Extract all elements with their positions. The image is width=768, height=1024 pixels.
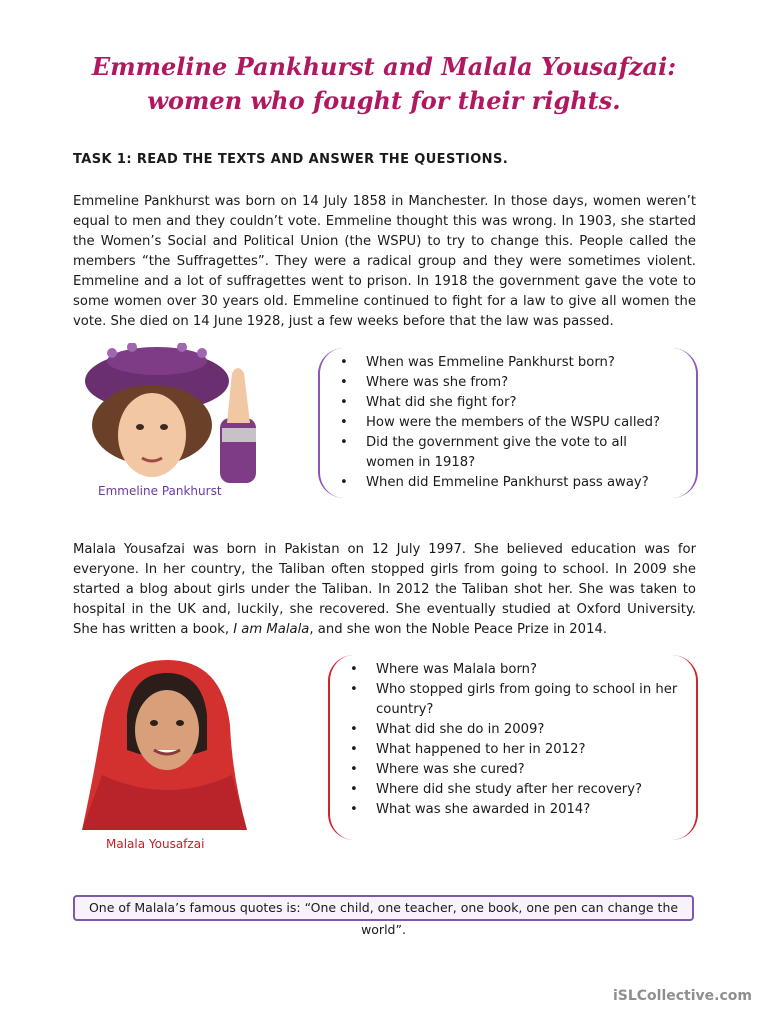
list-item — [340, 373, 678, 393]
malala-text — [73, 540, 696, 640]
question-text: What was she awarded in 2014? — [376, 802, 591, 817]
page-title — [0, 50, 768, 118]
bullet: • — [350, 662, 358, 677]
bullet: • — [350, 682, 358, 697]
malala-text-part-2: , and she won the Noble Peace Prize in 2014. — [309, 622, 608, 637]
bullet: • — [350, 762, 358, 777]
list-item — [340, 413, 678, 433]
malala-text-part-1: Malala Yousafzai was born in Pakistan on 12 July 1997. She believed education was for everyone. In her country, the Taliban often stopped girls from going to school. In 2009 she started a blog about girls under the Taliban. In 2012 the Taliban shot her. She was taken to hospital in the UK and, luckily, she recovered. She eventually studied at Oxford University. She has written a book, — [73, 542, 696, 637]
bullet: • — [340, 395, 348, 410]
question-text: Where was Malala born? — [376, 662, 538, 677]
question-text: Where did she study after her recovery? — [376, 782, 643, 797]
list-item — [350, 680, 678, 720]
question-text: Where was she cured? — [376, 762, 525, 777]
list-item — [350, 760, 678, 780]
malala-questions-box — [328, 655, 698, 840]
emmeline-caption: Emmeline Pankhurst — [98, 484, 222, 498]
question-text: What did she fight for? — [366, 395, 517, 410]
bullet: • — [340, 375, 348, 390]
emmeline-portrait — [72, 343, 277, 483]
title-line-1: Emmeline Pankhurst and Malala Yousafzai: — [91, 52, 677, 81]
malala-portrait — [72, 655, 262, 835]
list-item — [350, 800, 678, 820]
list-item — [340, 433, 678, 473]
bullet: • — [340, 355, 348, 370]
question-text: When was Emmeline Pankhurst born? — [366, 355, 615, 370]
list-item — [340, 393, 678, 413]
bullet: • — [350, 742, 358, 757]
malala-quote: One of Malala’s famous quotes is: “One child, one teacher, one book, one pen can change the world”. — [73, 895, 694, 921]
task-heading: TASK 1: READ THE TEXTS AND ANSWER THE QUESTIONS. — [73, 152, 509, 167]
malala-caption: Malala Yousafzai — [106, 837, 205, 851]
bullet: • — [350, 722, 358, 737]
question-text: Who stopped girls from going to school in her country? — [376, 682, 678, 717]
list-item — [350, 780, 678, 800]
question-text: Where was she from? — [366, 375, 509, 390]
question-text: When did Emmeline Pankhurst pass away? — [366, 475, 649, 490]
list-item — [350, 720, 678, 740]
list-item — [340, 353, 678, 373]
question-text: What happened to her in 2012? — [376, 742, 586, 757]
list-item — [350, 660, 678, 680]
bullet: • — [340, 475, 348, 490]
question-text: How were the members of the WSPU called? — [366, 415, 660, 430]
bullet: • — [350, 782, 358, 797]
bullet: • — [350, 802, 358, 817]
emmeline-questions — [340, 353, 678, 493]
malala-questions — [350, 660, 678, 820]
emmeline-questions-box — [318, 348, 698, 498]
bullet: • — [340, 435, 348, 450]
emmeline-text: Emmeline Pankhurst was born on 14 July 1858 in Manchester. In those days, women weren’t equal to men and they couldn’t vote. Emmeline thought this was wrong. In 1903, she started the Women’s Social and Political Union (the WSPU) to try to change this. People called the members “the Suffragettes”. They were a radical group and they were sometimes violent. Emmeline and a lot of suffragettes went to prison. In 1918 the government gave the vote to some women over 30 years old. Emmeline continued to fight for a law to give all women the vote. She died on 14 June 1928, just a few weeks before that the law was passed. — [73, 194, 696, 329]
list-item — [350, 740, 678, 760]
list-item — [340, 473, 678, 493]
question-text: Did the government give the vote to all women in 1918? — [366, 435, 627, 470]
site-watermark: iSLCollective.com — [612, 988, 752, 1004]
title-line-2: women who fought for their rights. — [147, 86, 621, 115]
question-text: What did she do in 2009? — [376, 722, 545, 737]
bullet: • — [340, 415, 348, 430]
book-title: I am Malala — [233, 622, 310, 637]
